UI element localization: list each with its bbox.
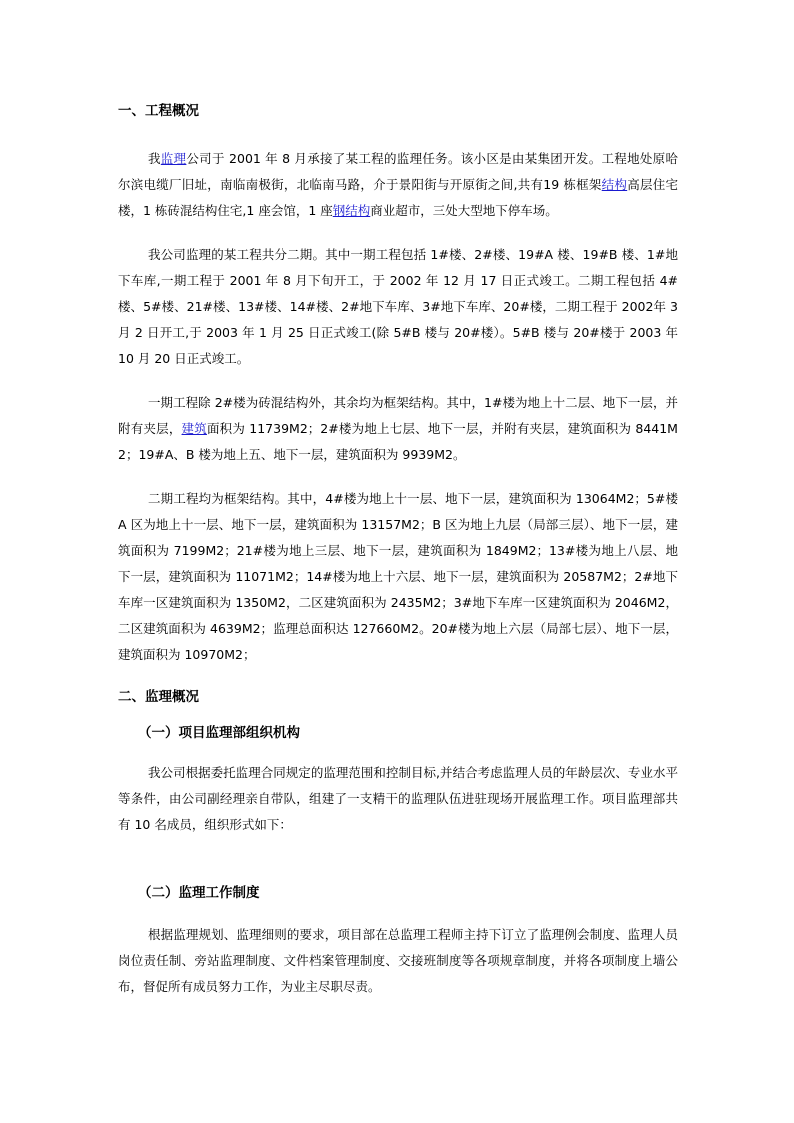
paragraph-intro: [118, 146, 678, 224]
paragraph-phase-two: 二期工程均为框架结构。其中，4#楼为地上十一层、地下一层，建筑面积为 13064M2；5#楼 A 区为地上十一层、地下一层，建筑面积为 13157M2；B 区为地上九层（局部三层）、地下一层，建筑面积为 7199M2；21#楼为地上三层、地下一层，建筑面积为 1849M2；13#楼为地上八层、地下一层，建筑面积为 11071M2；14#楼为地上十六层、地下一层，建筑面积为 20587M2；2#地下车库一区建筑面积为 1350M2，二区建筑面积为 2435M2；3#地下车库一区建筑面积为 2046M2，二区建筑面积为 4639M2；监理总面积达 127660M2。20#楼为地上六层（局部七层）、地下一层，建筑面积为 10970M2；: [118, 491, 678, 662]
text-run: 我: [148, 151, 161, 166]
link-gangjiegou[interactable]: 钢结构: [332, 203, 371, 218]
text-run: 商业超市，三处大型地下停车场。: [370, 203, 558, 218]
text-run: 一期工程除 2#楼为砖混结构外，其余均为框架结构。其中，1#楼为地上十二层、地下一层，并附有夹层，: [118, 395, 678, 436]
section-heading-project-overview: 一、工程概况: [118, 103, 199, 119]
subsection-heading-organization: （一）项目监理部组织机构: [138, 725, 300, 741]
text-run: 公司于 2001 年 8 月承接了某工程的监理任务。该小区是由某集团开发。工程地处原哈尔滨电缆厂旧址，南临南极街，北临南马路，介于景阳街与开原街之间,共有19 栋框架: [118, 151, 678, 192]
paragraph-organization: 我公司根据委托监理合同规定的监理范围和控制目标,并结合考虑监理人员的年龄层次、专业水平等条件，由公司副经理亲自带队，组建了一支精干的监理队伍进驻现场开展监理工作。项目监理部共有 10 名成员，组织形式如下：: [118, 765, 678, 832]
section-heading-supervision-overview: 二、监理概况: [118, 689, 199, 705]
paragraph-work-system: 根据监理规划、监理细则的要求，项目部在总监理工程师主持下订立了监理例会制度、监理人员岗位责任制、旁站监理制度、文件档案管理制度、交接班制度等各项规章制度，并将各项制度上墙公布，督促所有成员努力工作，为业主尽职尽责。: [118, 927, 678, 994]
document-body: [118, 100, 678, 1000]
text-run: 高层住宅楼，1 栋砖混结构住宅,1 座会馆，1 座: [118, 177, 678, 218]
link-jiegou[interactable]: 结构: [601, 177, 628, 192]
paragraph-phase-one: [118, 390, 678, 468]
subsection-heading-work-system: （二）监理工作制度: [138, 885, 260, 901]
link-jianzhu[interactable]: 建筑: [181, 421, 207, 436]
text-run: 面积为 11739M2；2#楼为地上七层、地下一层，并附有夹层，建筑面积为 8441M2；19#A、B 楼为地上五、地下一层，建筑面积为 9939M2。: [118, 421, 678, 462]
link-jianli[interactable]: 监理: [160, 151, 187, 166]
paragraph-phases: 我公司监理的某工程共分二期。其中一期工程包括 1#楼、2#楼、19#A 楼、19#B 楼、1#地下车库,一期工程于 2001 年 8 月下旬开工，于 2002 年 12 月 17 日正式竣工。二期工程包括 4#楼、5#楼、21#楼、13#楼、14#楼、2#地下车库、3#地下车库、20#楼，二期工程于 2002年 3 月 2 日开工,于 2003 年 1 月 25 日正式竣工(除 5#B 楼与 20#楼）。5#B 楼与 20#楼于 2003 年 10 月 20 日正式竣工。: [118, 247, 678, 366]
